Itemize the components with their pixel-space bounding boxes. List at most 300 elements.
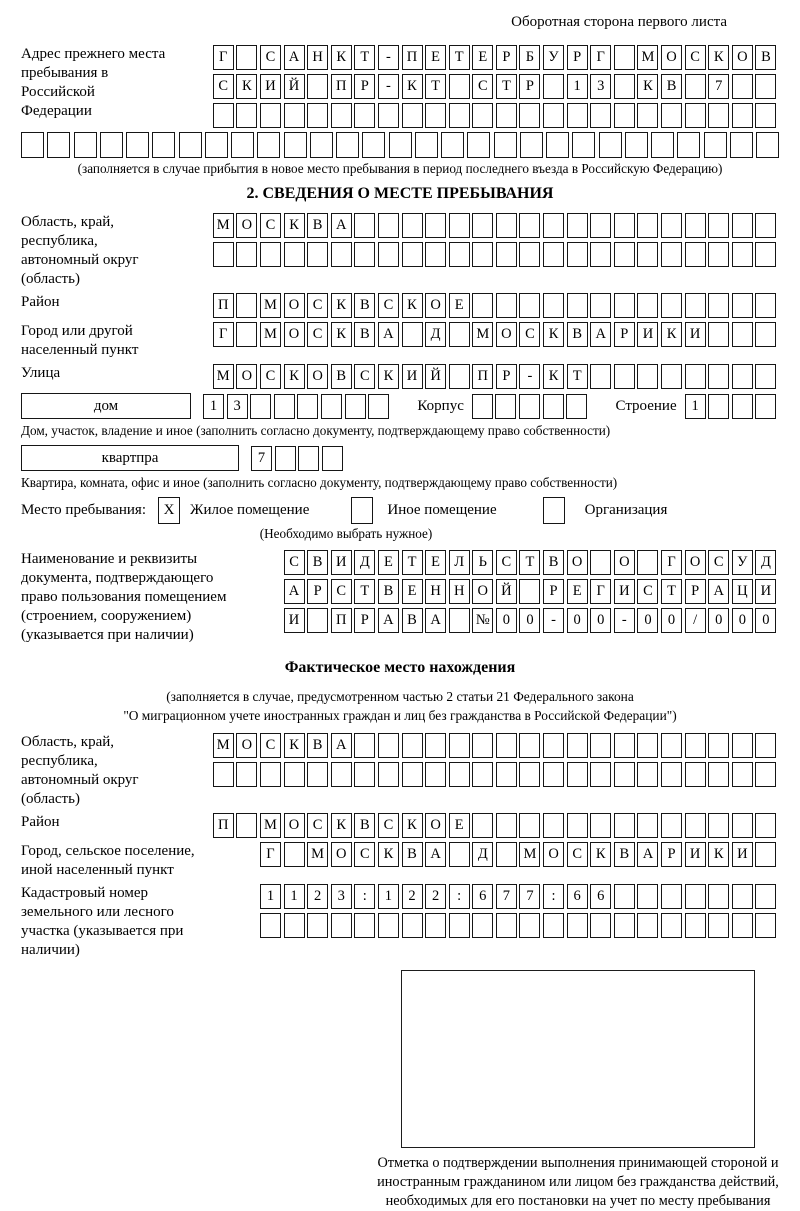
char-cell[interactable]: С — [260, 733, 281, 758]
char-cell[interactable] — [708, 242, 729, 267]
char-cell[interactable] — [284, 913, 305, 938]
char-cell[interactable]: М — [260, 293, 281, 318]
char-cell[interactable] — [756, 132, 779, 158]
char-cell[interactable] — [566, 394, 587, 419]
char-cell[interactable] — [402, 242, 423, 267]
char-cell[interactable] — [496, 813, 517, 838]
char-cell[interactable]: В — [614, 842, 635, 867]
char-cell[interactable]: А — [331, 733, 352, 758]
char-cell[interactable] — [307, 103, 328, 128]
char-cell[interactable] — [519, 293, 540, 318]
char-cell[interactable] — [755, 733, 776, 758]
char-cell[interactable] — [543, 394, 564, 419]
char-cell[interactable] — [661, 733, 682, 758]
char-cell[interactable] — [614, 813, 635, 838]
char-cell[interactable] — [496, 842, 517, 867]
char-cell[interactable]: К — [284, 213, 305, 238]
char-cell[interactable] — [126, 132, 149, 158]
char-cell[interactable]: Р — [661, 842, 682, 867]
char-cell[interactable] — [543, 733, 564, 758]
char-cell[interactable] — [755, 213, 776, 238]
char-cell[interactable] — [425, 213, 446, 238]
char-cell[interactable] — [402, 213, 423, 238]
char-cell[interactable] — [637, 364, 658, 389]
char-cell[interactable]: В — [543, 550, 564, 575]
char-cell[interactable] — [275, 446, 296, 471]
char-cell[interactable]: Е — [449, 293, 470, 318]
char-cell[interactable] — [732, 103, 753, 128]
char-cell[interactable]: 6 — [590, 884, 611, 909]
char-cell[interactable] — [307, 608, 328, 633]
char-cell[interactable]: К — [708, 45, 729, 70]
char-cell[interactable]: С — [260, 364, 281, 389]
char-cell[interactable]: А — [378, 608, 399, 633]
apartment-type-box[interactable]: квартпра — [21, 445, 239, 471]
char-cell[interactable]: К — [236, 74, 257, 99]
char-cell[interactable]: О — [284, 813, 305, 838]
char-cell[interactable]: 1 — [284, 884, 305, 909]
char-cell[interactable] — [519, 733, 540, 758]
char-cell[interactable] — [354, 762, 375, 787]
char-cell[interactable]: Г — [590, 579, 611, 604]
char-cell[interactable] — [567, 103, 588, 128]
char-cell[interactable]: С — [284, 550, 305, 575]
char-cell[interactable] — [284, 242, 305, 267]
char-cell[interactable] — [732, 322, 753, 347]
char-cell[interactable] — [472, 913, 493, 938]
char-cell[interactable] — [708, 213, 729, 238]
char-cell[interactable]: В — [307, 213, 328, 238]
char-cell[interactable] — [472, 394, 493, 419]
char-cell[interactable] — [661, 364, 682, 389]
char-cell[interactable] — [213, 762, 234, 787]
char-cell[interactable] — [755, 322, 776, 347]
char-cell[interactable] — [336, 132, 359, 158]
char-cell[interactable]: В — [567, 322, 588, 347]
char-cell[interactable]: У — [732, 550, 753, 575]
char-cell[interactable] — [590, 242, 611, 267]
char-cell[interactable]: № — [472, 608, 493, 633]
char-cell[interactable]: П — [213, 293, 234, 318]
char-cell[interactable] — [567, 813, 588, 838]
char-cell[interactable]: 3 — [331, 884, 352, 909]
char-cell[interactable]: Г — [213, 322, 234, 347]
char-cell[interactable]: Г — [661, 550, 682, 575]
char-cell[interactable]: И — [637, 322, 658, 347]
char-cell[interactable]: : — [543, 884, 564, 909]
char-cell[interactable] — [708, 103, 729, 128]
char-cell[interactable] — [449, 213, 470, 238]
char-cell[interactable] — [732, 213, 753, 238]
char-cell[interactable]: / — [685, 608, 706, 633]
char-cell[interactable]: Б — [519, 45, 540, 70]
char-cell[interactable]: Т — [354, 45, 375, 70]
char-cell[interactable] — [354, 213, 375, 238]
char-cell[interactable]: 1 — [203, 394, 224, 419]
char-cell[interactable] — [755, 762, 776, 787]
char-cell[interactable] — [543, 293, 564, 318]
char-cell[interactable]: М — [519, 842, 540, 867]
char-cell[interactable] — [402, 322, 423, 347]
char-cell[interactable] — [236, 293, 257, 318]
char-cell[interactable]: - — [614, 608, 635, 633]
char-cell[interactable] — [661, 913, 682, 938]
char-cell[interactable]: А — [425, 842, 446, 867]
char-cell[interactable]: С — [472, 74, 493, 99]
char-cell[interactable]: О — [284, 293, 305, 318]
char-cell[interactable]: О — [284, 322, 305, 347]
char-cell[interactable] — [572, 132, 595, 158]
char-cell[interactable] — [362, 132, 385, 158]
char-cell[interactable] — [732, 394, 753, 419]
char-cell[interactable]: С — [378, 293, 399, 318]
char-cell[interactable]: Р — [496, 364, 517, 389]
char-cell[interactable]: Д — [755, 550, 776, 575]
char-cell[interactable] — [449, 364, 470, 389]
char-cell[interactable]: С — [637, 579, 658, 604]
char-cell[interactable] — [472, 103, 493, 128]
char-cell[interactable]: Р — [307, 579, 328, 604]
char-cell[interactable] — [543, 813, 564, 838]
char-cell[interactable] — [567, 762, 588, 787]
char-cell[interactable]: Т — [402, 550, 423, 575]
char-cell[interactable] — [307, 913, 328, 938]
char-cell[interactable] — [708, 762, 729, 787]
char-cell[interactable] — [236, 242, 257, 267]
char-cell[interactable] — [425, 913, 446, 938]
char-cell[interactable]: 3 — [227, 394, 248, 419]
char-cell[interactable]: В — [331, 364, 352, 389]
char-cell[interactable] — [519, 213, 540, 238]
char-cell[interactable] — [755, 293, 776, 318]
char-cell[interactable]: В — [402, 608, 423, 633]
char-cell[interactable] — [260, 762, 281, 787]
char-cell[interactable]: М — [472, 322, 493, 347]
char-cell[interactable] — [449, 913, 470, 938]
char-cell[interactable] — [100, 132, 123, 158]
char-cell[interactable] — [449, 842, 470, 867]
char-cell[interactable] — [661, 293, 682, 318]
char-cell[interactable]: К — [637, 74, 658, 99]
char-cell[interactable] — [567, 913, 588, 938]
char-cell[interactable]: П — [213, 813, 234, 838]
char-cell[interactable] — [685, 762, 706, 787]
char-cell[interactable]: К — [331, 813, 352, 838]
char-cell[interactable]: К — [543, 364, 564, 389]
char-cell[interactable] — [331, 242, 352, 267]
char-cell[interactable]: М — [213, 213, 234, 238]
char-cell[interactable] — [378, 762, 399, 787]
char-cell[interactable] — [236, 322, 257, 347]
char-cell[interactable]: К — [402, 293, 423, 318]
char-cell[interactable]: О — [732, 45, 753, 70]
char-cell[interactable] — [47, 132, 70, 158]
char-cell[interactable] — [307, 74, 328, 99]
char-cell[interactable] — [378, 213, 399, 238]
char-cell[interactable]: 1 — [567, 74, 588, 99]
char-cell[interactable]: Ц — [732, 579, 753, 604]
char-cell[interactable] — [590, 813, 611, 838]
char-cell[interactable]: Е — [449, 813, 470, 838]
char-cell[interactable] — [402, 733, 423, 758]
char-cell[interactable] — [708, 884, 729, 909]
char-cell[interactable]: А — [284, 45, 305, 70]
char-cell[interactable] — [260, 242, 281, 267]
char-cell[interactable]: К — [402, 74, 423, 99]
char-cell[interactable] — [661, 813, 682, 838]
char-cell[interactable]: Е — [472, 45, 493, 70]
char-cell[interactable] — [590, 364, 611, 389]
char-cell[interactable] — [519, 913, 540, 938]
char-cell[interactable] — [284, 762, 305, 787]
char-cell[interactable]: О — [543, 842, 564, 867]
char-cell[interactable] — [310, 132, 333, 158]
char-cell[interactable]: С — [354, 364, 375, 389]
char-cell[interactable]: Р — [496, 45, 517, 70]
char-cell[interactable] — [543, 913, 564, 938]
char-cell[interactable] — [496, 913, 517, 938]
char-cell[interactable] — [590, 733, 611, 758]
char-cell[interactable]: К — [331, 45, 352, 70]
char-cell[interactable] — [590, 762, 611, 787]
char-cell[interactable]: Е — [378, 550, 399, 575]
char-cell[interactable] — [402, 913, 423, 938]
char-cell[interactable] — [284, 103, 305, 128]
char-cell[interactable] — [519, 394, 540, 419]
char-cell[interactable] — [152, 132, 175, 158]
char-cell[interactable]: И — [260, 74, 281, 99]
char-cell[interactable]: О — [496, 322, 517, 347]
char-cell[interactable] — [496, 733, 517, 758]
char-cell[interactable]: А — [378, 322, 399, 347]
char-cell[interactable]: С — [331, 579, 352, 604]
char-cell[interactable] — [685, 364, 706, 389]
char-cell[interactable]: М — [260, 322, 281, 347]
char-cell[interactable]: А — [425, 608, 446, 633]
char-cell[interactable] — [496, 293, 517, 318]
char-cell[interactable] — [21, 132, 44, 158]
char-cell[interactable] — [543, 242, 564, 267]
char-cell[interactable]: М — [307, 842, 328, 867]
char-cell[interactable]: - — [378, 45, 399, 70]
char-cell[interactable]: В — [755, 45, 776, 70]
char-cell[interactable] — [614, 293, 635, 318]
char-cell[interactable] — [236, 813, 257, 838]
char-cell[interactable] — [496, 762, 517, 787]
char-cell[interactable] — [755, 394, 776, 419]
char-cell[interactable] — [236, 762, 257, 787]
char-cell[interactable] — [298, 446, 319, 471]
char-cell[interactable] — [732, 884, 753, 909]
char-cell[interactable]: О — [661, 45, 682, 70]
char-cell[interactable] — [205, 132, 228, 158]
char-cell[interactable]: 1 — [378, 884, 399, 909]
char-cell[interactable] — [543, 74, 564, 99]
char-cell[interactable] — [732, 762, 753, 787]
char-cell[interactable]: П — [472, 364, 493, 389]
char-cell[interactable]: С — [378, 813, 399, 838]
char-cell[interactable] — [519, 242, 540, 267]
char-cell[interactable] — [322, 446, 343, 471]
char-cell[interactable]: 0 — [661, 608, 682, 633]
char-cell[interactable] — [307, 242, 328, 267]
char-cell[interactable] — [402, 103, 423, 128]
char-cell[interactable]: К — [284, 733, 305, 758]
char-cell[interactable] — [661, 884, 682, 909]
char-cell[interactable]: Й — [496, 579, 517, 604]
char-cell[interactable]: Н — [449, 579, 470, 604]
char-cell[interactable]: 0 — [496, 608, 517, 633]
char-cell[interactable]: Р — [567, 45, 588, 70]
char-cell[interactable] — [599, 132, 622, 158]
char-cell[interactable]: А — [637, 842, 658, 867]
char-cell[interactable]: С — [567, 842, 588, 867]
char-cell[interactable]: 0 — [567, 608, 588, 633]
char-cell[interactable] — [496, 213, 517, 238]
char-cell[interactable] — [449, 733, 470, 758]
char-cell[interactable]: Т — [496, 74, 517, 99]
char-cell[interactable] — [567, 733, 588, 758]
char-cell[interactable]: 1 — [260, 884, 281, 909]
char-cell[interactable] — [467, 132, 490, 158]
char-cell[interactable] — [345, 394, 366, 419]
char-cell[interactable] — [637, 213, 658, 238]
char-cell[interactable]: Н — [307, 45, 328, 70]
char-cell[interactable]: 0 — [519, 608, 540, 633]
char-cell[interactable]: Д — [354, 550, 375, 575]
char-cell[interactable] — [567, 213, 588, 238]
char-cell[interactable] — [519, 762, 540, 787]
char-cell[interactable]: Д — [425, 322, 446, 347]
char-cell[interactable] — [307, 762, 328, 787]
char-cell[interactable] — [685, 884, 706, 909]
char-cell[interactable] — [730, 132, 753, 158]
char-cell[interactable] — [685, 103, 706, 128]
char-cell[interactable] — [755, 364, 776, 389]
char-cell[interactable]: В — [402, 842, 423, 867]
char-cell[interactable] — [708, 733, 729, 758]
char-cell[interactable]: А — [708, 579, 729, 604]
char-cell[interactable]: С — [685, 45, 706, 70]
char-cell[interactable] — [614, 762, 635, 787]
char-cell[interactable] — [425, 242, 446, 267]
char-cell[interactable]: 2 — [425, 884, 446, 909]
char-cell[interactable] — [708, 394, 729, 419]
char-cell[interactable]: 0 — [637, 608, 658, 633]
char-cell[interactable] — [354, 242, 375, 267]
char-cell[interactable]: М — [260, 813, 281, 838]
char-cell[interactable] — [415, 132, 438, 158]
char-cell[interactable] — [354, 913, 375, 938]
char-cell[interactable]: К — [590, 842, 611, 867]
char-cell[interactable]: П — [331, 608, 352, 633]
char-cell[interactable]: М — [213, 733, 234, 758]
char-cell[interactable] — [755, 103, 776, 128]
char-cell[interactable] — [543, 213, 564, 238]
char-cell[interactable] — [637, 103, 658, 128]
char-cell[interactable] — [519, 103, 540, 128]
char-cell[interactable]: Т — [567, 364, 588, 389]
char-cell[interactable]: М — [213, 364, 234, 389]
char-cell[interactable] — [425, 103, 446, 128]
char-cell[interactable] — [661, 103, 682, 128]
char-cell[interactable]: Т — [519, 550, 540, 575]
char-cell[interactable] — [732, 364, 753, 389]
char-cell[interactable] — [661, 762, 682, 787]
char-cell[interactable]: : — [354, 884, 375, 909]
char-cell[interactable]: С — [260, 213, 281, 238]
char-cell[interactable]: Е — [425, 550, 446, 575]
char-cell[interactable] — [213, 103, 234, 128]
char-cell[interactable] — [284, 842, 305, 867]
checkbox-other-premises[interactable] — [351, 497, 373, 524]
char-cell[interactable] — [496, 242, 517, 267]
char-cell[interactable] — [637, 733, 658, 758]
char-cell[interactable]: Р — [543, 579, 564, 604]
checkbox-residential[interactable]: X — [158, 497, 180, 524]
char-cell[interactable] — [520, 132, 543, 158]
char-cell[interactable]: О — [236, 213, 257, 238]
char-cell[interactable]: О — [685, 550, 706, 575]
char-cell[interactable] — [755, 842, 776, 867]
char-cell[interactable]: 3 — [590, 74, 611, 99]
char-cell[interactable]: Т — [354, 579, 375, 604]
char-cell[interactable] — [236, 45, 257, 70]
char-cell[interactable]: И — [402, 364, 423, 389]
char-cell[interactable] — [590, 293, 611, 318]
char-cell[interactable] — [637, 762, 658, 787]
char-cell[interactable]: К — [708, 842, 729, 867]
char-cell[interactable] — [543, 103, 564, 128]
char-cell[interactable]: К — [378, 364, 399, 389]
char-cell[interactable]: К — [661, 322, 682, 347]
char-cell[interactable]: С — [307, 813, 328, 838]
char-cell[interactable] — [449, 103, 470, 128]
char-cell[interactable] — [260, 913, 281, 938]
char-cell[interactable] — [567, 242, 588, 267]
char-cell[interactable]: О — [567, 550, 588, 575]
char-cell[interactable]: 0 — [755, 608, 776, 633]
char-cell[interactable] — [567, 293, 588, 318]
char-cell[interactable] — [732, 733, 753, 758]
char-cell[interactable]: 0 — [708, 608, 729, 633]
char-cell[interactable] — [614, 884, 635, 909]
char-cell[interactable] — [755, 913, 776, 938]
char-cell[interactable]: О — [331, 842, 352, 867]
char-cell[interactable] — [519, 579, 540, 604]
char-cell[interactable]: Р — [519, 74, 540, 99]
char-cell[interactable] — [732, 813, 753, 838]
char-cell[interactable] — [236, 103, 257, 128]
char-cell[interactable] — [685, 74, 706, 99]
char-cell[interactable]: Ь — [472, 550, 493, 575]
char-cell[interactable] — [708, 293, 729, 318]
char-cell[interactable] — [449, 608, 470, 633]
char-cell[interactable] — [441, 132, 464, 158]
char-cell[interactable] — [755, 242, 776, 267]
char-cell[interactable]: С — [260, 45, 281, 70]
char-cell[interactable]: 7 — [251, 446, 272, 471]
char-cell[interactable]: В — [661, 74, 682, 99]
char-cell[interactable] — [74, 132, 97, 158]
char-cell[interactable] — [378, 733, 399, 758]
char-cell[interactable] — [755, 74, 776, 99]
char-cell[interactable] — [637, 884, 658, 909]
char-cell[interactable]: В — [354, 813, 375, 838]
char-cell[interactable]: 0 — [732, 608, 753, 633]
char-cell[interactable]: К — [331, 322, 352, 347]
char-cell[interactable] — [732, 913, 753, 938]
